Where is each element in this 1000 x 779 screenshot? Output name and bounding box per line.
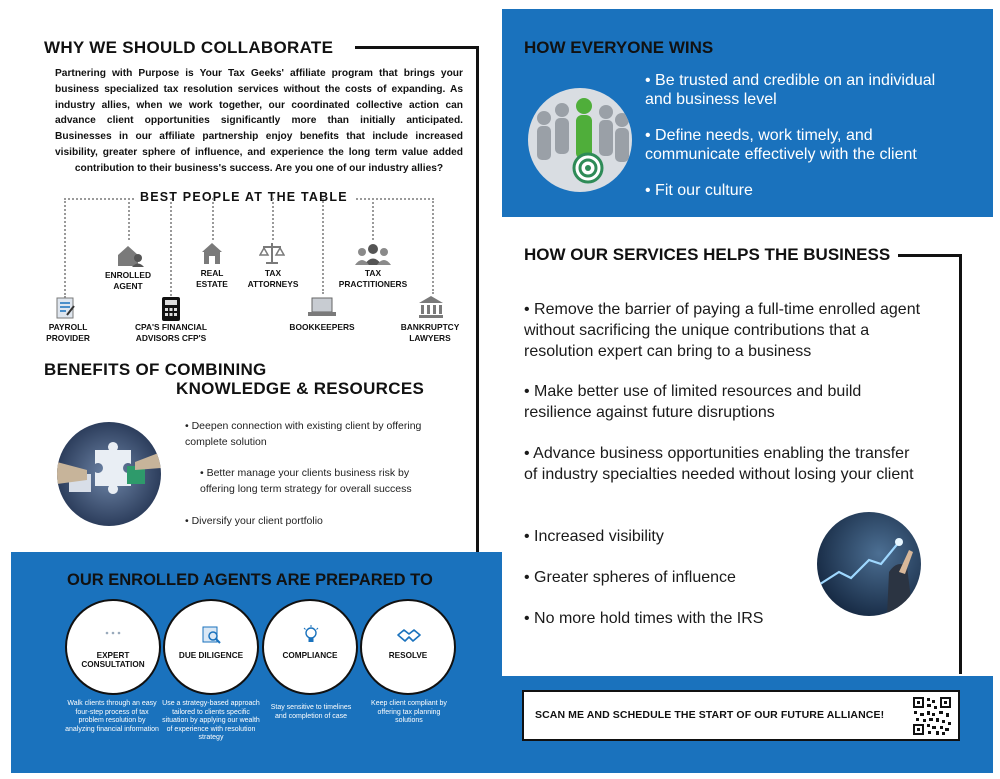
wins-heading: HOW EVERYONE WINS: [524, 38, 714, 57]
lightbulb-icon: [302, 625, 320, 650]
chat-icon: [101, 625, 125, 644]
scales-icon: [259, 241, 285, 270]
growth-chart-image: [817, 512, 921, 616]
laptop-icon: [307, 296, 337, 323]
step-desc-compliance: Stay sensitive to timelines and completion of case: [270, 704, 352, 720]
puzzle-teamwork-image: [57, 422, 161, 526]
service-item-2: • Make better use of limited resources and build resilience against future disruptions: [524, 383, 862, 421]
connector: [64, 198, 66, 298]
services-rule-vertical: [959, 254, 962, 674]
payroll-provider-label: PAYROLL PROVIDER: [46, 322, 90, 343]
service-item-1: • Remove the barrier of paying a full-time enrolled agent without sacrificing the unique contributions that a resolution expert can bring to a business: [524, 301, 921, 360]
win-item-1: • Be trusted and credible on an individual and business level: [645, 72, 936, 108]
service-item-4: • Increased visibility: [524, 528, 664, 545]
connector: [372, 198, 374, 240]
group-icon: [355, 243, 391, 270]
enrolled-agents-heading: OUR ENROLLED AGENTS ARE PREPARED TO: [67, 571, 433, 589]
step-label-compliance: COMPLIANCE: [282, 651, 338, 660]
benefit-item-2: • Better manage your clients business risk by offering long term strategy for overall success: [200, 467, 412, 495]
benefits-heading-line2: KNOWLEDGE & RESOURCES: [176, 379, 425, 398]
search-document-icon: [202, 626, 222, 649]
handshake-icon: [397, 627, 421, 648]
services-heading: HOW OUR SERVICES HELPS THE BUSINESS: [524, 245, 891, 264]
win-item-3: • Fit our culture: [645, 182, 753, 199]
qr-code-icon[interactable]: [912, 696, 952, 741]
connector: [322, 198, 324, 294]
enrolled-agent-label: ENROLLED AGENT: [104, 270, 152, 291]
connector: [170, 198, 172, 296]
real-estate-label: REAL ESTATE: [196, 268, 228, 289]
step-circle-consultation: [65, 599, 161, 695]
bankruptcy-lawyers-label: BANKRUPTCY LAWYERS: [400, 322, 460, 343]
step-label-due-diligence: DUE DILIGENCE: [178, 651, 244, 660]
payroll-icon: [56, 297, 76, 324]
benefits-heading-line1: BENEFITS OF COMBINING: [44, 360, 267, 379]
step-label-consultation: EXPERT CONSULTATION: [81, 651, 145, 669]
service-item-6: • No more hold times with the IRS: [524, 610, 764, 627]
services-rule: [898, 254, 962, 257]
step-desc-resolve: Keep client compliant by offering tax planning solutions: [371, 700, 447, 725]
collaborate-rule: [355, 46, 479, 49]
connector: [432, 198, 434, 294]
benefit-item-1: • Deepen connection with existing client by offering complete solution: [185, 420, 422, 448]
collaborate-intro: Partnering with Purpose is Your Tax Geeks' affiliate program that brings your business specialized tax resolution services without the costs of expanding. As industry allies, when we work together, our coordinated collective action can advance client opportunities significantly more than initially anticipated. Businesses in our affiliate partnership enjoy benefits that include increased visibility, greater sphere of influence, and experience the long term value added contribution to their business's success. Are you one of our industry allies?: [55, 68, 463, 174]
benefit-item-3: • Diversify your client portfolio: [185, 515, 323, 527]
tax-practitioners-label: TAX PRACTITIONERS: [338, 268, 408, 289]
best-people-title: BEST PEOPLE AT THE TABLE: [134, 190, 354, 204]
bookkeepers-label: BOOKKEEPERS: [289, 322, 355, 332]
collaborate-heading: WHY WE SHOULD COLLABORATE: [44, 38, 334, 57]
connector: [128, 198, 130, 240]
connector: [212, 198, 214, 240]
step-desc-consultation: Walk clients through an easy four-step process of tax problem resolution by analyzing financial information: [65, 700, 159, 733]
step-label-resolve: RESOLVE: [388, 651, 428, 660]
service-item-3: • Advance business opportunities enabling the transfer of industry specialties needed without losing your client: [524, 445, 914, 483]
cta-text: SCAN ME AND SCHEDULE THE START OF OUR FUTURE ALLIANCE!: [535, 709, 885, 721]
bank-icon: [418, 295, 444, 324]
connector: [272, 198, 274, 240]
enrolled-agent-icon: [116, 243, 144, 272]
step-desc-due-diligence: Use a strategy-based approach tailored to clients specific situation by applying our wealth of experience with resolution strategy: [162, 700, 260, 742]
win-item-2: • Define needs, work timely, and communicate effectively with the client: [645, 127, 917, 163]
collaborate-rule-vertical: [476, 46, 479, 552]
target-leader-image: [528, 88, 632, 192]
service-item-5: • Greater spheres of influence: [524, 569, 736, 586]
cpa-financial-label: CPA'S FINANCIAL ADVISORS CFP'S: [134, 322, 208, 343]
real-estate-icon: [201, 241, 223, 270]
tax-attorneys-label: TAX ATTORNEYS: [247, 268, 299, 289]
